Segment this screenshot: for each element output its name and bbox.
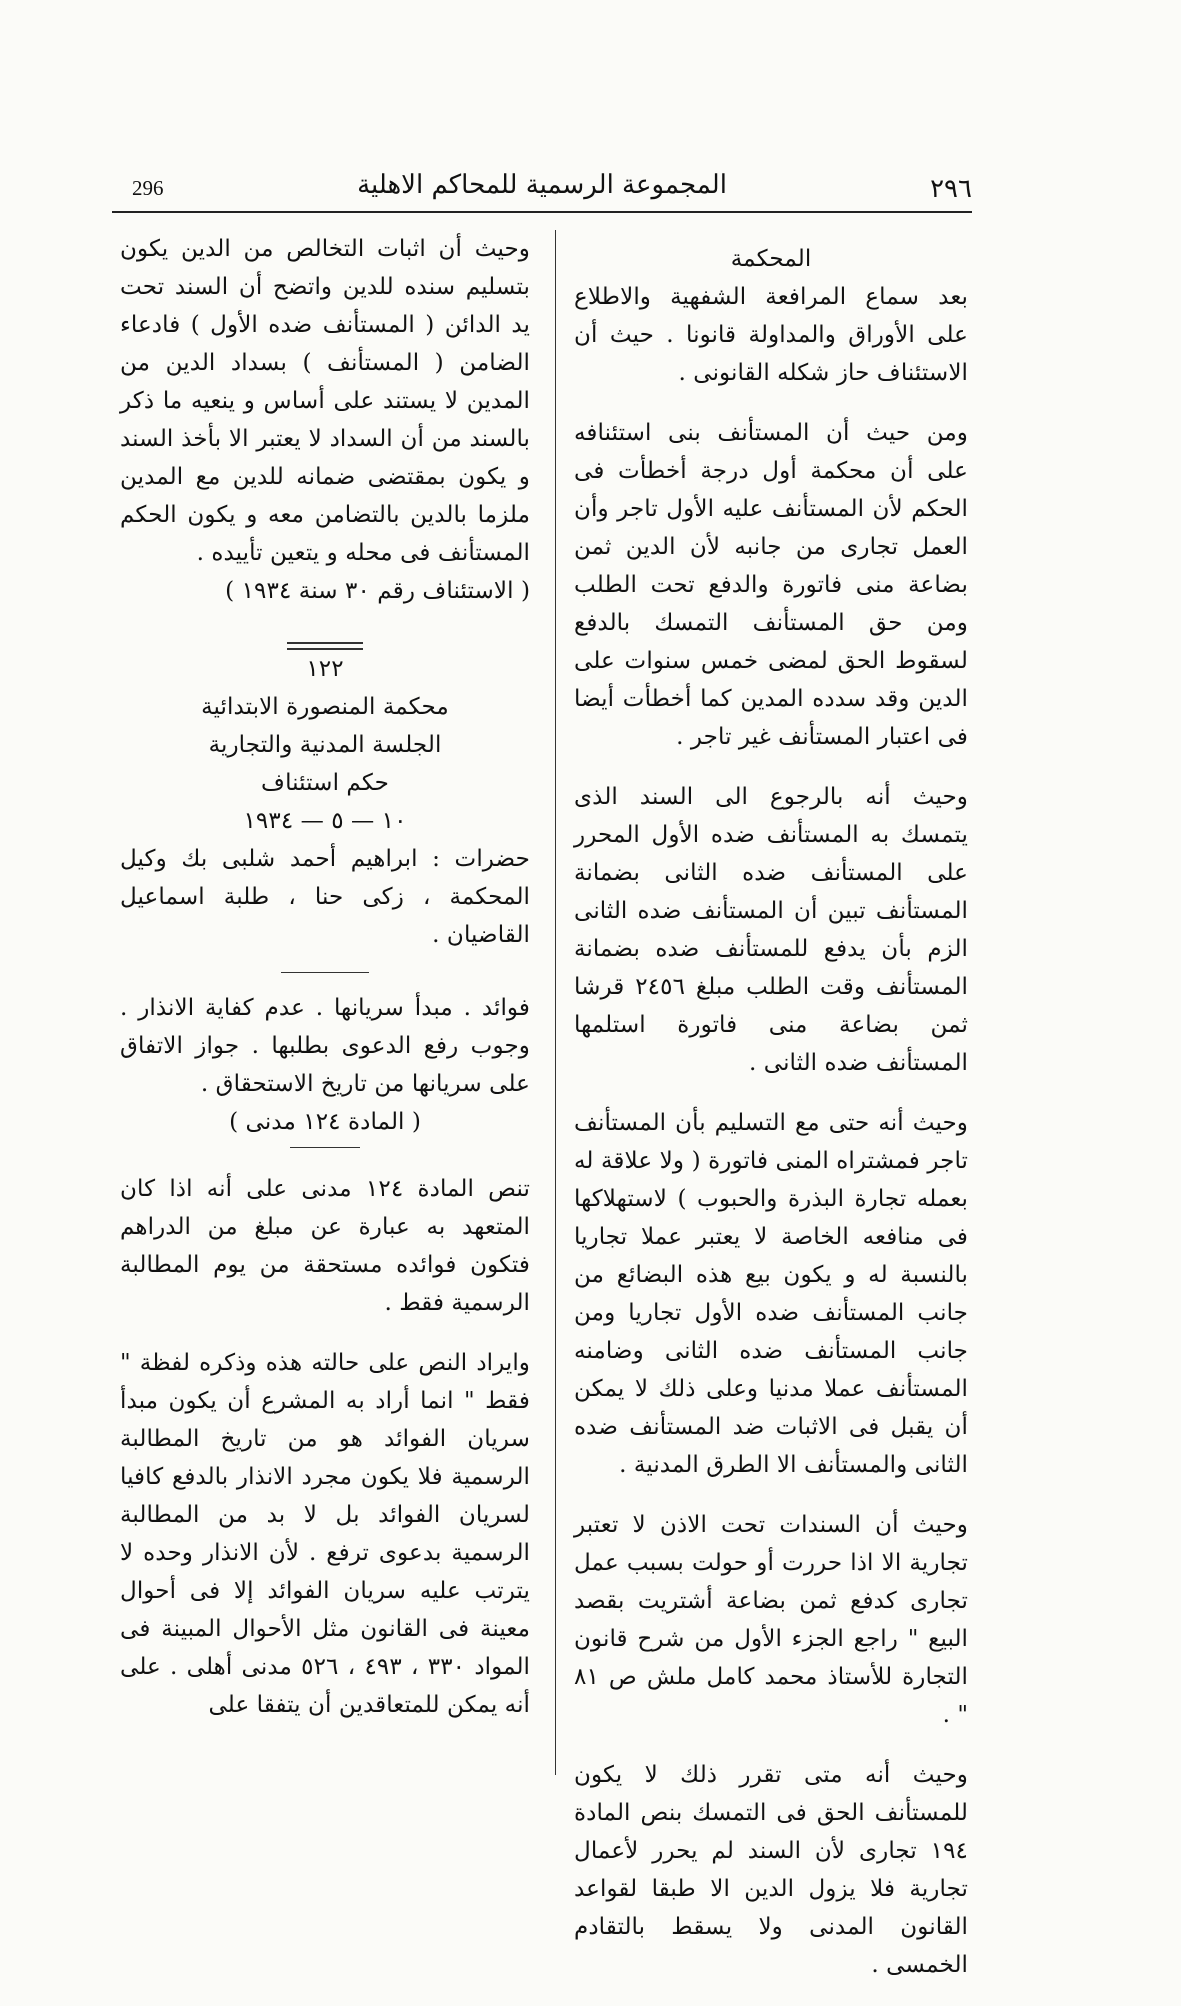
header-rule: [112, 211, 972, 213]
court-name: محكمة المنصورة الابتدائية: [201, 693, 449, 720]
paragraph: وحيث أنه متى تقرر ذلك لا يكون للمستأنف الحق فى التمسك بنص المادة ١٩٤ تجارى لأن السند لم يحرر لأعمال تجارية فلا يزول الدين الا طبقا لقواعد القانون المدنى ولا يسقط بالتقادم الخمسى .: [574, 1761, 968, 1978]
right-column: [574, 240, 968, 2006]
divider: [290, 1147, 360, 1148]
divider: [281, 972, 369, 973]
page-number-latin: 296: [132, 176, 164, 200]
paragraph: وحيث أن السندات تحت الاذن لا تعتبر تجارية الا اذا حررت أو حولت بسبب عمل تجارى كدفع ثمن بضاعة أشتريت بقصد البيع " راجع الجزء الأول من شرح قانون التجارة للأستاذ محمد كامل ملش ص ٨١ " .: [574, 1511, 968, 1728]
paragraph: وحيث أن اثبات التخالص من الدين يكون بتسليم سنده للدين واتضح أن السند تحت يد الدائن ( المستأنف ضده الأول ) فادعاء الضامن ( المستأنف ) بسداد الدين من المدين لا يستند على أساس و ينعيه ما ذكر بالسند من أن السداد لا يعتبر الا بأخذ السند و يكون بمقتضى ضمانه للدين مع المدين ملزما بالدين بالتضامن معه و يكون الحكم المستأنف فى محله و يتعين تأييده .: [120, 235, 530, 566]
headnote: فوائد . مبدأ سريانها . عدم كفاية الانذار . وجوب رفع الدعوى بطلبها . جواز الاتفاق على سريانها من تاريخ الاستحقاق .: [120, 994, 530, 1097]
paragraph: وايراد النص على حالته هذه وذكره لفظة " فقط " انما أراد به المشرع أن يكون مبدأ سريان الفوائد هو من تاريخ المطالبة الرسمية فلا يكون مجرد الانذار بالدفع كافيا لسريان الفوائد بل لا بد من المطالبة الرسمية بدعوى ترفع . لأن الانذار وحده لا يترتب عليه سريان الفوائد إلا فى أحوال معينة فى القانون مثل الأحوال المبينة فى المواد ٣٣٠ ، ٤٩٣ ، ٥٢٦ مدنى أهلى . على أنه يمكن للمتعاقدين أن يتفقا على: [120, 1349, 530, 1718]
running-title: المجموعة الرسمية للمحاكم الاهلية: [357, 170, 727, 200]
ruling-date: ١٠ — ٥ — ١٩٣٤: [243, 807, 407, 834]
paragraph: ومن حيث أن المستأنف بنى استئنافه على أن محكمة أول درجة أخطأت فى الحكم لأن المستأنف عليه الأول تاجر وأن العمل تجارى من جانبه لأن الدين ثمن بضاعة منى فاتورة والدفع تحت الطلب ومن حق المستأنف التمسك بالدفع لسقوط الحق لمضى خمس سنوات على الدين وقد سدده المدين كما أخطأت أيضا فى اعتبار المستأنف غير تاجر .: [574, 419, 968, 750]
double-rule-divider: [287, 642, 363, 650]
paragraph: وحيث أنه بالرجوع الى السند الذى يتمسك به المستأنف ضده الأول المحرر على المستأنف ضده الثانى بضمانة المستأنف تبين أن المستأنف ضده الثانى الزم بأن يدفع للمستأنف ضده بضمانة المستأنف وقت الطلب مبلغ ٢٤٥٦ قرشا ثمن بضاعة منى فاتورة استلمها المستأنف ضده الثانى .: [574, 783, 968, 1076]
ruling-type: حكم استئناف: [261, 769, 389, 796]
paragraph: وحيث أنه حتى مع التسليم بأن المستأنف تاجر فمشتراه المنى فاتورة ( ولا علاقة له بعمله تجارة البذرة والحبوب ) لاستهلاكها فى منافعه الخاصة لا يعتبر عملا تجاريا بالنسبة له و يكون بيع هذه البضائع من جانب المستأنف ضده الأول تجاريا ومن جانب المستأنف ضده الثانى وضامنه المستأنف عملا مدنيا وعلى ذلك لا يمكن أن يقبل فى الاثبات ضد المستأنف ضده الثانى والمستأنف الا الطرق المدنية .: [574, 1109, 968, 1478]
article-reference: ( المادة ١٢٤ مدنى ): [229, 1108, 421, 1135]
attendees: حضرات : ابراهيم أحمد شلبى بك وكيل المحكمة ، زكى حنا ، طلبة اسماعيل القاضيان .: [120, 845, 530, 948]
page-number-arabic: ٢٩٦: [930, 174, 972, 204]
appeal-citation: ( الاستئناف رقم ٣٠ سنة ١٩٣٤ ): [225, 577, 530, 604]
left-column: [120, 230, 530, 1724]
paragraph: بعد سماع المرافعة الشفهية والاطلاع على الأوراق والمداولة قانونا . حيث أن الاستئناف حاز شكله القانونى .: [574, 283, 968, 386]
page-header: [112, 170, 972, 210]
paragraph: تنص المادة ١٢٤ مدنى على أنه اذا كان المتعهد به عبارة عن مبلغ من الدراهم فتكون فوائده مستحقة من يوم المطالبة الرسمية فقط .: [120, 1175, 530, 1316]
section-title: المحكمة: [730, 245, 812, 272]
case-number: ١٢٢: [306, 655, 344, 682]
column-divider: [555, 230, 556, 1775]
session-name: الجلسة المدنية والتجارية: [208, 731, 442, 758]
